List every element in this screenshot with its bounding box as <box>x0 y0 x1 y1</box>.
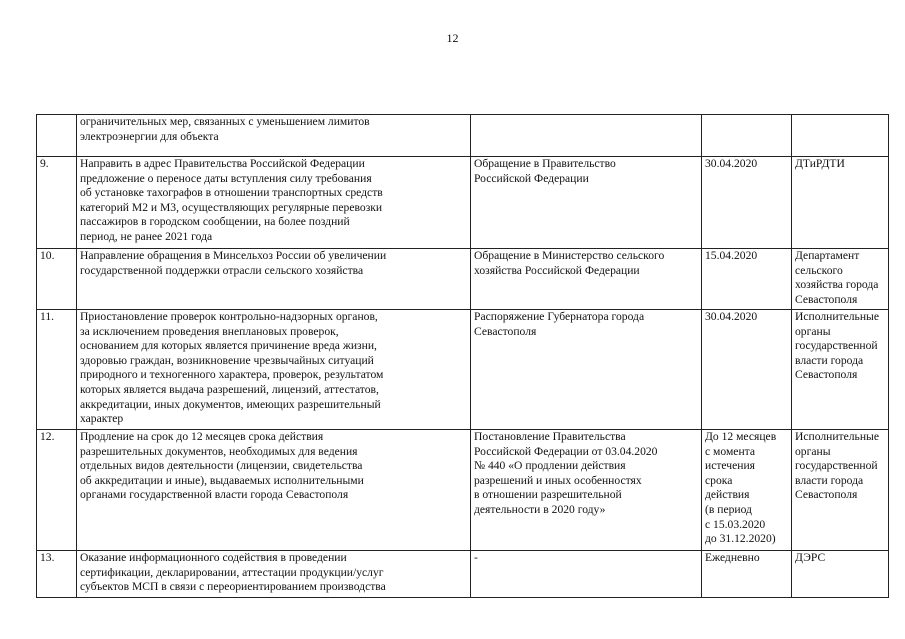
action-cell: Направить в адрес Правительства Российской Федерации предложение о переносе даты вступления силу требования об установке тахографов в отношении транспортных средств категорий М2 и М3, осуществляющих регулярные перевозки пассажиров в городском сообщении, на более поздний период, не ранее 2021 года <box>77 157 471 249</box>
deadline-cell: До 12 месяцев с момента истечения срока действия (в период с 15.03.2020 до 31.12.2020) <box>702 430 792 551</box>
responsible-cell: Исполнительные органы государственной власти города Севастополя <box>792 430 889 551</box>
document-cell <box>471 115 702 157</box>
row-number-cell <box>37 115 77 157</box>
table-row <box>37 115 889 157</box>
measures-table <box>36 114 889 598</box>
table-row <box>37 310 889 430</box>
responsible-cell <box>792 115 889 157</box>
table-row <box>37 430 889 551</box>
row-number-cell: 12. <box>37 430 77 551</box>
row-number-cell: 13. <box>37 551 77 598</box>
action-cell: Оказание информационного содействия в проведении сертификации, декларировании, аттестации продукции/услуг субъектов МСП в связи с переориентированием производства <box>77 551 471 598</box>
responsible-cell: Департамент сельского хозяйства города Севастополя <box>792 249 889 310</box>
responsible-cell: ДТиРДТИ <box>792 157 889 249</box>
action-cell: Направление обращения в Минсельхоз России об увеличении государственной поддержки отрасли сельского хозяйства <box>77 249 471 310</box>
table-row <box>37 249 889 310</box>
row-number-cell: 11. <box>37 310 77 430</box>
document-cell: Обращение в Правительство Российской Федерации <box>471 157 702 249</box>
row-number-cell: 9. <box>37 157 77 249</box>
row-number-cell: 10. <box>37 249 77 310</box>
responsible-cell: ДЭРС <box>792 551 889 598</box>
deadline-cell: 30.04.2020 <box>702 310 792 430</box>
deadline-cell: 30.04.2020 <box>702 157 792 249</box>
action-cell: Продление на срок до 12 месяцев срока действия разрешительных документов, необходимых для ведения отдельных видов деятельности (лицензии, свидетельства об аккредитации и иные), выдаваемых исполнительными органами государственной власти города Севастополя <box>77 430 471 551</box>
table-row <box>37 157 889 249</box>
table-row <box>37 551 889 598</box>
deadline-cell <box>702 115 792 157</box>
document-cell: Обращение в Министерство сельского хозяйства Российской Федерации <box>471 249 702 310</box>
action-cell: Приостановление проверок контрольно-надзорных органов, за исключением проведения внеплановых проверок, основанием для которых является причинение вреда жизни, здоровью граждан, возникновение чрезвычайных ситуаций природного и техногенного характера, проверок, результатом которых является выдача разрешений, лицензий, аттестатов, аккредитации, иных документов, имеющих разрешительный характер <box>77 310 471 430</box>
document-cell: - <box>471 551 702 598</box>
document-cell: Распоряжение Губернатора города Севастополя <box>471 310 702 430</box>
document-cell: Постановление Правительства Российской Федерации от 03.04.2020 № 440 «О продлении действия разрешений и иных особенностях в отношении разрешительной деятельности в 2020 году» <box>471 430 702 551</box>
page-number: 12 <box>446 31 459 45</box>
action-cell: ограничительных мер, связанных с уменьшением лимитов электроэнергии для объекта <box>77 115 471 157</box>
responsible-cell: Исполнительные органы государственной власти города Севастополя <box>792 310 889 430</box>
deadline-cell: Ежедневно <box>702 551 792 598</box>
deadline-cell: 15.04.2020 <box>702 249 792 310</box>
